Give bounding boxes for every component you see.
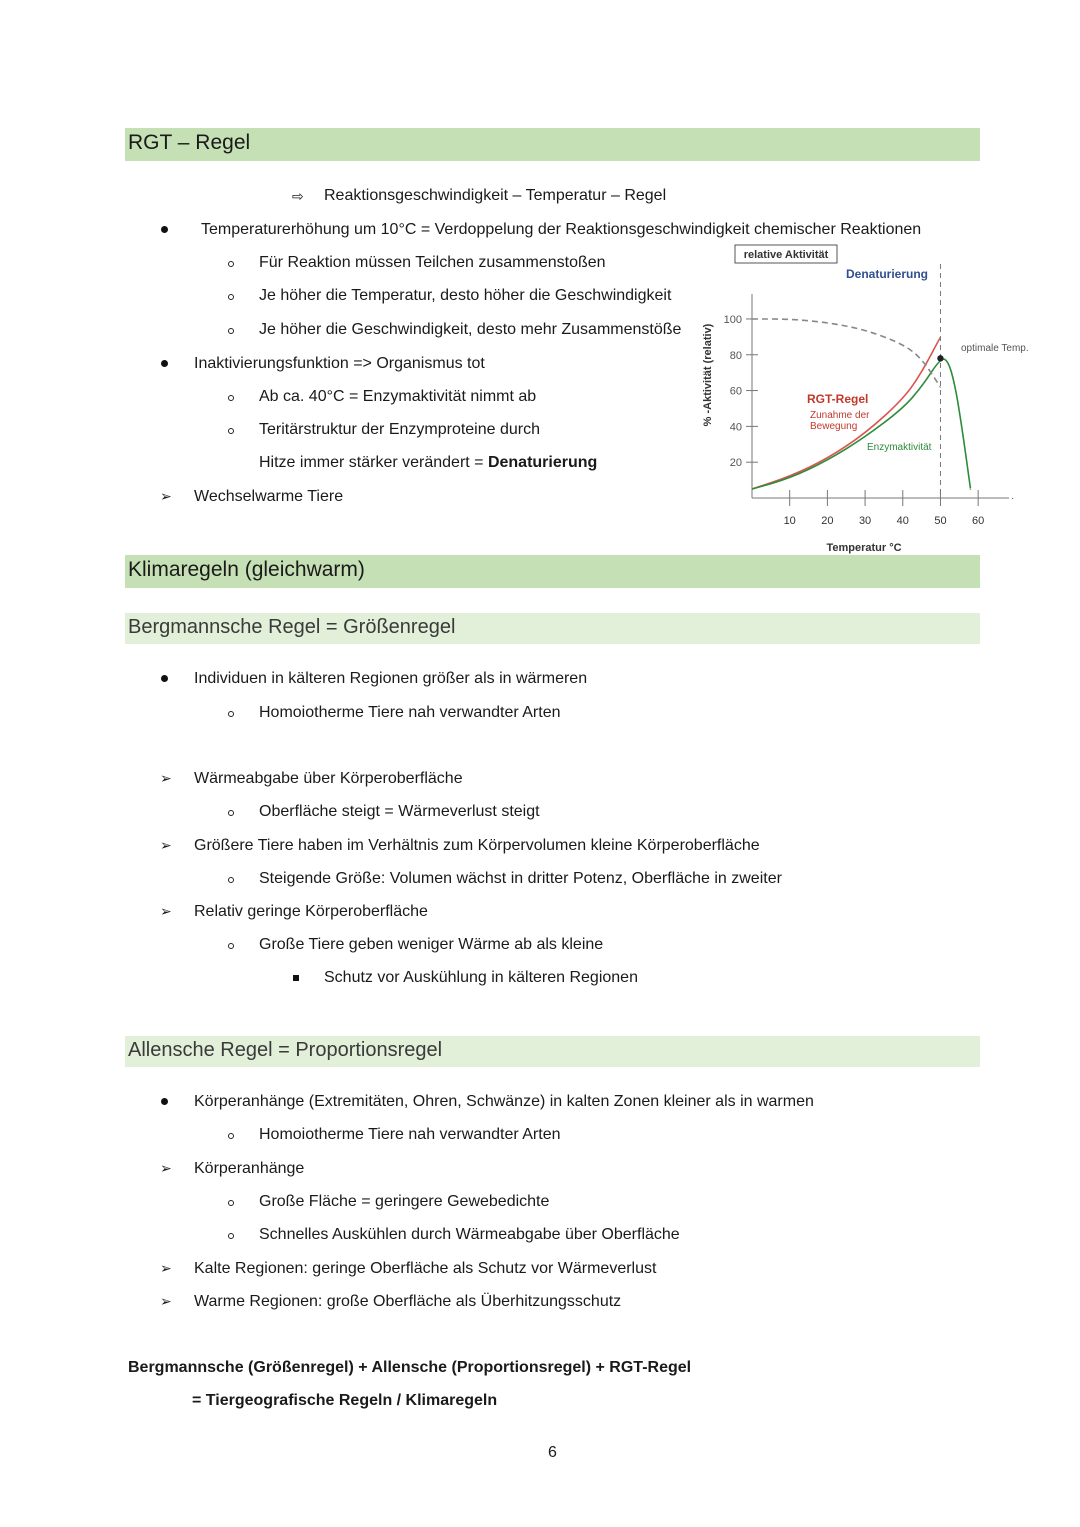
berg-arrow-3-subsub: Schutz vor Auskühlung in kälteren Regionen [324,969,638,986]
berg-arrow-1: Wärmeabgabe über Körperoberfläche [194,770,463,787]
y-tick-label: 40 [729,421,742,434]
y-axis-label: % -Aktivität (relativ) [702,323,714,427]
circle-bullet-icon [228,328,234,334]
rgt-header-bar [125,128,980,161]
rgt-sub-5-cont [259,453,597,473]
y-tick-label: 80 [729,349,742,362]
enzyme-curve-label: Enzymaktivität [867,442,932,453]
circle-bullet-icon [228,1133,234,1139]
allen-arrow-1-sub-2: Schnelles Auskühlen durch Wärmeabgabe über Oberfläche [259,1226,680,1243]
rgt-arrow-1: Wechselwarme Tiere [194,488,344,505]
circle-bullet-icon [228,877,234,883]
rgt-sub-2: Je höher die Temperatur, desto höher die Geschwindigkeit [259,287,672,304]
allen-arrow-3: Warme Regionen: große Oberfläche als Überhitzungsschutz [194,1293,622,1310]
denaturierung-curve [752,319,941,387]
bullet-icon [161,226,168,233]
x-tick-label: 40 [896,515,909,527]
rgt-subtitle: Reaktionsgeschwindigkeit – Temperatur – Regel [324,187,667,204]
circle-bullet-icon [228,1233,234,1239]
berg-arrow-1-sub: Oberfläche steigt = Wärmeverlust steigt [259,803,540,820]
allen-arrow-1-sub-1: Große Fläche = geringere Gewebedichte [259,1193,550,1210]
berg-sub-1: Homoiotherme Tiere nah verwandter Arten [259,704,561,721]
circle-bullet-icon [228,1200,234,1206]
berg-arrow-3-sub: Große Tiere geben weniger Wärme ab als kleine [259,936,604,953]
x-tick-label: 10 [783,515,796,527]
summary-line-2: = Tiergeografische Regeln / Klimaregeln [192,1392,498,1409]
optimal-temp-label: optimale Temp. [961,343,1029,354]
bullet-icon [161,675,168,682]
rgt-sub-4: Ab ca. 40°C = Enzymaktivität nimmt ab [259,388,537,405]
rgt-sub-3: Je höher die Geschwindigkeit, desto mehr Zusammenstöße [259,321,682,338]
optimum-point [937,355,943,361]
denaturierung-label: Denaturierung [845,267,929,281]
rgt-bullet-2: Inaktivierungsfunktion => Organismus tot [194,355,485,372]
arrow-bullet-icon: ➢ [160,1160,172,1176]
circle-bullet-icon [228,943,234,949]
circle-bullet-icon [228,810,234,816]
x-tick-label: 30 [858,515,872,527]
x-axis-arrow-icon: · [1011,493,1015,504]
arrow-bullet-icon: ➢ [160,903,172,919]
berg-bullet-1: Individuen in kälteren Regionen größer als in wärmeren [194,670,588,687]
page-number: 6 [548,1444,557,1461]
berg-arrow-2: Größere Tiere haben im Verhältnis zum Körpervolumen kleine Körperoberfläche [194,837,760,854]
y-tick-label: 100 [723,313,742,326]
subtitle-arrow-icon: ⇨ [292,188,304,204]
klima-title: Klimaregeln (gleichwarm) [128,558,365,581]
berg-title: Bergmannsche Regel = Größenregel [128,616,456,638]
enzyme-curve [752,359,971,489]
y-tick-label: 60 [729,385,742,398]
allen-header-bar [125,1036,980,1067]
allen-arrow-2: Kalte Regionen: geringe Oberfläche als Schutz vor Wärmeverlust [194,1260,657,1277]
arrow-bullet-icon: ➢ [160,837,172,853]
circle-bullet-icon [228,711,234,717]
rgt-curve-sublabel-2: Bewegung [810,421,858,432]
allen-sub-1: Homoiotherme Tiere nah verwandter Arten [259,1126,561,1143]
rgt-curve-sublabel-1: Zunahme der [810,410,870,421]
rgt-title: RGT – Regel [128,131,251,154]
arrow-bullet-icon: ➢ [160,770,172,786]
x-tick-label: 50 [934,515,947,527]
circle-bullet-icon [228,428,234,434]
arrow-bullet-icon: ➢ [160,1293,172,1309]
arrow-bullet-icon: ➢ [160,1260,172,1276]
chart-title: relative Aktivität [743,249,829,261]
berg-header-bar [125,613,980,644]
x-tick-label: 20 [821,515,834,527]
berg-arrow-3: Relativ geringe Körperoberfläche [194,903,428,920]
klima-header-bar [125,555,980,588]
bullet-icon [161,1098,168,1105]
allen-title: Allensche Regel = Proportionsregel [128,1039,443,1061]
square-bullet-icon [293,975,299,981]
rgt-sub-5: Teritärstruktur der Enzymproteine durch [259,421,540,438]
allen-arrow-1: Körperanhänge [194,1160,305,1177]
bullet-icon [161,360,168,367]
berg-arrow-2-sub: Steigende Größe: Volumen wächst in dritter Potenz, Oberfläche in zweiter [259,870,782,887]
circle-bullet-icon [228,294,234,300]
summary-line-1: Bergmannsche (Größenregel) + Allensche (Proportionsregel) + RGT-Regel [128,1359,692,1376]
x-axis-label: Temperatur °C [826,542,902,554]
arrow-bullet-icon: ➢ [160,488,172,504]
denaturierung-term: Denaturierung [487,454,598,471]
rgt-bullet-1: Temperaturerhöhung um 10°C = Verdoppelung der Reaktionsgeschwindigkeit chemischer Reaktionen [201,221,922,238]
rgt-sub-1: Für Reaktion müssen Teilchen zusammenstoßen [259,254,606,271]
allen-bullet-1: Körperanhänge (Extremitäten, Ohren, Schwänze) in kalten Zonen kleiner als in warmen [194,1093,814,1110]
circle-bullet-icon [228,261,234,267]
rgt-sub-5-cont-text: Hitze immer stärker verändert = [259,454,488,471]
rgt-curve-label: RGT-Regel [807,392,869,406]
enzyme-activity-chart [695,240,1040,560]
circle-bullet-icon [228,395,234,401]
y-tick-label: 20 [729,457,742,470]
x-tick-label: 60 [972,515,985,527]
